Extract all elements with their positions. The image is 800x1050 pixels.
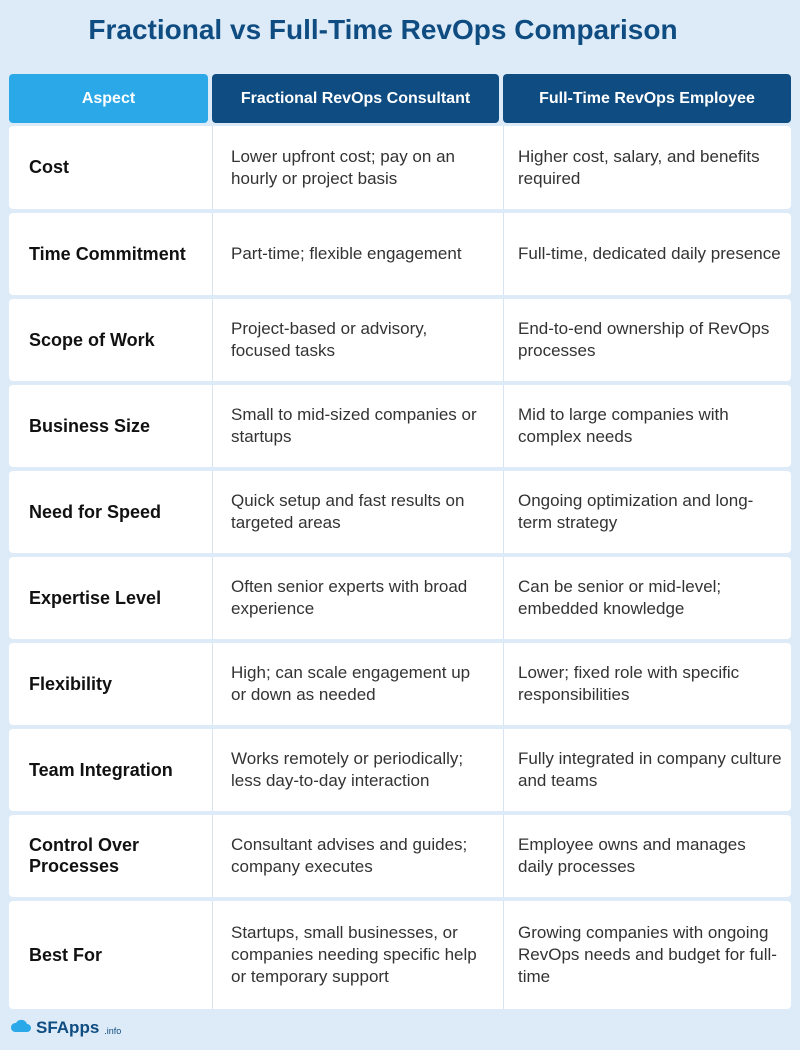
- table-row: [9, 385, 791, 467]
- row-aspect: Best For: [29, 944, 103, 965]
- row-aspect: Business Size: [29, 415, 151, 436]
- row-fractional: Small to mid-sized companies or startups: [212, 385, 499, 467]
- row-fulltime: Can be senior or mid-level; embedded knowledge: [503, 557, 791, 639]
- brand-logo: [10, 1018, 121, 1038]
- row-fractional: Often senior experts with broad experience: [212, 557, 499, 639]
- table-row: [9, 126, 791, 209]
- row-aspect: Flexibility: [29, 673, 113, 694]
- row-fulltime: Full-time, dedicated daily presence: [503, 213, 791, 295]
- row-fulltime: Mid to large companies with complex needs: [503, 385, 791, 467]
- row-aspect: Need for Speed: [29, 501, 162, 522]
- row-aspect: Expertise Level: [29, 587, 162, 608]
- row-fulltime: Lower; fixed role with specific responsibilities: [503, 643, 791, 725]
- table-row: [9, 729, 791, 811]
- header-fractional: Fractional RevOps Consultant: [212, 74, 499, 123]
- row-fulltime: Higher cost, salary, and benefits required: [503, 126, 791, 209]
- table-header-row: [9, 74, 791, 123]
- row-fractional: Consultant advises and guides; company executes: [212, 815, 499, 897]
- row-fractional: Part-time; flexible engagement: [212, 213, 499, 295]
- row-fractional: High; can scale engagement up or down as needed: [212, 643, 499, 725]
- table-row: [9, 213, 791, 295]
- table-row: [9, 901, 791, 1009]
- row-fulltime: Ongoing optimization and long-term strategy: [503, 471, 791, 553]
- logo-suffix: .info: [104, 1025, 122, 1036]
- row-aspect: Team Integration: [29, 759, 173, 780]
- row-aspect: Cost: [29, 157, 69, 177]
- row-fulltime: End-to-end ownership of RevOps processes: [503, 299, 791, 381]
- row-fulltime: Employee owns and manages daily processes: [503, 815, 791, 897]
- row-fulltime: Growing companies with ongoing RevOps needs and budget for full-time: [503, 901, 791, 1009]
- logo-name: SFApps: [36, 1018, 100, 1037]
- comparison-table: [9, 74, 791, 1013]
- header-fulltime: Full-Time RevOps Employee: [503, 74, 791, 123]
- table-row: [9, 471, 791, 553]
- row-aspect: Time Commitment: [29, 243, 186, 264]
- cloud-icon: [10, 1018, 32, 1038]
- header-aspect: Aspect: [9, 74, 208, 123]
- table-row: [9, 299, 791, 381]
- row-fractional: Works remotely or periodically; less day-to-day interaction: [212, 729, 499, 811]
- table-row: [9, 557, 791, 639]
- row-fulltime: Fully integrated in company culture and teams: [503, 729, 791, 811]
- row-fractional: Startups, small businesses, or companies needing specific help or temporary support: [212, 901, 499, 1009]
- table-row: [9, 815, 791, 897]
- row-fractional: Lower upfront cost; pay on an hourly or project basis: [212, 126, 499, 209]
- page-title: Fractional vs Full-Time RevOps Comparison: [88, 14, 678, 45]
- table-row: [9, 643, 791, 725]
- row-aspect: Control Over Processes: [29, 835, 140, 876]
- row-aspect: Scope of Work: [29, 329, 155, 350]
- row-fractional: Project-based or advisory, focused tasks: [212, 299, 499, 381]
- row-fractional: Quick setup and fast results on targeted areas: [212, 471, 499, 553]
